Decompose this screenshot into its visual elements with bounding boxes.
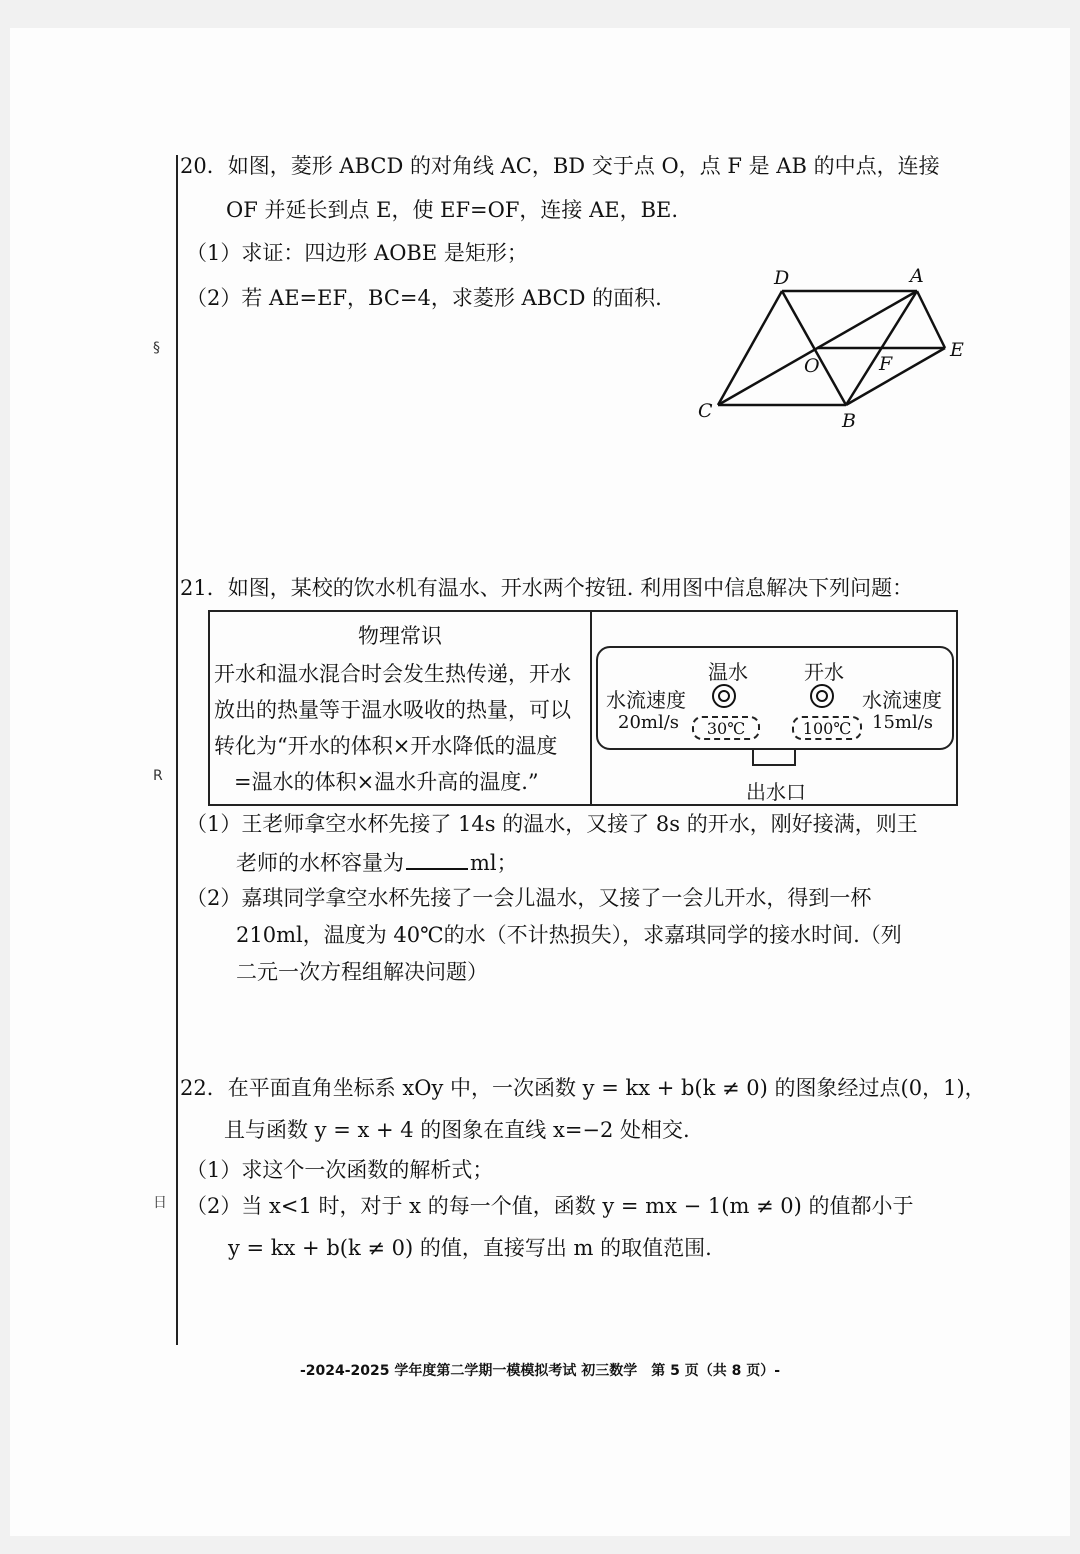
rhombus-figure [690,260,980,490]
q20-line2: OF 并延长到点 E，使 EF=OF，连接 AE，BE. [226,198,679,222]
hot-speed-label: 水流速度 [862,688,942,712]
q21-part2-line1: （2）嘉琪同学拿空水杯先接了一会儿温水，又接了一会儿开水，得到一杯 [186,886,872,910]
q22-line2: 且与函数 y = x + 4 的图象在直线 x=−2 处相交. [224,1118,690,1142]
q20-part1: （1）求证：四边形 AOBE 是矩形； [186,241,528,265]
outlet-label: 出水口 [746,780,806,804]
q20-line1: 20．如图，菱形 ABCD 的对角线 AC，BD 交于点 O，点 F 是 AB 的中点，连接 [180,154,940,178]
warm-speed-value: 20ml/s [618,712,680,733]
hot-button-icon [810,684,834,708]
physics-box-title: 物理常识 [358,624,442,648]
label-E: E [950,339,964,361]
page-footer: -2024-2025 学年度第二学期一模模拟考试 初三数学 第 5 页（共 8 页）- [299,1363,781,1379]
physics-line-1: 开水和温水混合时会发生热传递，开水 [214,662,571,686]
physics-box [210,612,590,804]
water-outlet-icon [752,748,796,766]
q21-part1-text: 老师的水杯容量为 [236,851,404,875]
hot-speed-value: 15ml/s [872,712,934,733]
segment-BE [846,348,945,405]
q20-part2: （2）若 AE=EF，BC=4，求菱形 ABCD 的面积. [186,286,662,310]
label-A: A [910,265,924,287]
side-mark-1: § [153,340,160,356]
answer-blank [406,850,468,870]
side-mark-2: R [153,768,163,784]
q22-part2-line1: （2）当 x<1 时，对于 x 的每一个值，函数 y = mx − 1(m ≠ 0) 的值都小于 [186,1194,914,1218]
label-O: O [804,355,820,377]
label-B: B [842,410,856,432]
segment-AE [917,291,945,348]
label-F: F [879,353,893,375]
q22-line1: 22．在平面直角坐标系 xOy 中，一次函数 y = kx + b(k ≠ 0) 的图象经过点(0，1)， [180,1076,986,1100]
q21-part1-unit: ml； [470,851,518,875]
hot-temp-badge: 100℃ [792,716,862,740]
q22-part1: （1）求这个一次函数的解析式； [186,1158,494,1182]
q21-part2-line3: 二元一次方程组解决问题） [236,960,488,984]
label-D: D [774,267,790,289]
q21-part2-line2: 210ml，温度为 40℃的水（不计热损失），求嘉琪同学的接水时间.（列 [236,923,902,947]
q21-part1-line1: （1）王老师拿空水杯先接了 14s 的温水，又接了 8s 的开水，刚好接满，则王 [186,812,918,836]
binding-margin-line [176,155,178,1345]
warm-button-icon [712,684,736,708]
warm-water-label: 温水 [708,660,748,684]
table-divider [590,612,592,804]
physics-line-3: 转化为“开水的体积×开水降低的温度 [214,734,558,758]
q22-part2-line2: y = kx + b(k ≠ 0) 的值，直接写出 m 的取值范围. [228,1236,712,1260]
physics-line-4: =温水的体积×温水升高的温度.” [234,770,539,794]
q21-intro: 21．如图，某校的饮水机有温水、开水两个按钮. 利用图中信息解决下列问题： [180,576,914,600]
warm-speed-label: 水流速度 [606,688,686,712]
side-mark-3: 日 [153,1195,167,1211]
label-C: C [698,400,713,422]
warm-temp-badge: 30℃ [692,716,760,740]
q21-part1-line2 [236,850,518,874]
physics-line-2: 放出的热量等于温水吸收的热量，可以 [214,698,571,722]
hot-water-label: 开水 [804,660,844,684]
